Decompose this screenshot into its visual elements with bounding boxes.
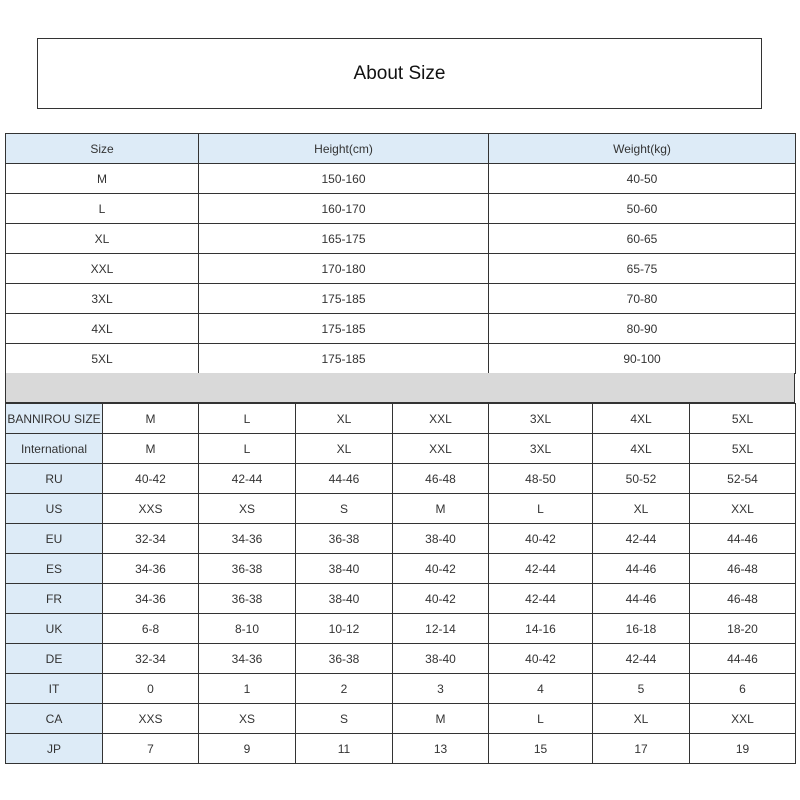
table-cell: M (393, 494, 489, 524)
table-cell: 42-44 (199, 464, 296, 494)
table-cell: XS (199, 704, 296, 734)
table-cell: 175-185 (199, 284, 489, 314)
table-cell: 40-50 (489, 164, 796, 194)
table-cell: 5XL (690, 404, 796, 434)
table-cell: L (199, 404, 296, 434)
table-cell: 2 (296, 674, 393, 704)
column-header: Height(cm) (199, 134, 489, 164)
table-header-row (6, 134, 796, 164)
table-row (6, 284, 796, 314)
table-row (6, 704, 796, 734)
table-cell: M (393, 704, 489, 734)
table-cell: XL (6, 224, 199, 254)
row-header: US (6, 494, 103, 524)
table-cell: 32-34 (103, 644, 199, 674)
table-cell: 5XL (690, 434, 796, 464)
table-cell: XL (593, 704, 690, 734)
row-header: International (6, 434, 103, 464)
table-cell: 42-44 (489, 554, 593, 584)
table-cell: L (489, 494, 593, 524)
table-row (6, 674, 796, 704)
table-cell: 46-48 (393, 464, 489, 494)
table-row (6, 644, 796, 674)
table-cell: 0 (103, 674, 199, 704)
table-cell: 34-36 (103, 554, 199, 584)
table-cell: 38-40 (393, 524, 489, 554)
size-conversion-table (5, 403, 796, 764)
row-header: UK (6, 614, 103, 644)
table-cell: 15 (489, 734, 593, 764)
row-header: IT (6, 674, 103, 704)
table-row (6, 524, 796, 554)
table-cell: 44-46 (690, 644, 796, 674)
table-cell: 10-12 (296, 614, 393, 644)
table-cell: 17 (593, 734, 690, 764)
table-cell: 4XL (593, 434, 690, 464)
table-cell: 70-80 (489, 284, 796, 314)
table-cell: 36-38 (199, 584, 296, 614)
table-row (6, 614, 796, 644)
row-header: EU (6, 524, 103, 554)
table-cell: 3 (393, 674, 489, 704)
table-cell: 52-54 (690, 464, 796, 494)
table-cell: L (489, 704, 593, 734)
table-row (6, 164, 796, 194)
table-cell: 5XL (6, 344, 199, 374)
table-cell: 50-52 (593, 464, 690, 494)
table-row (6, 464, 796, 494)
table-cell: 175-185 (199, 344, 489, 374)
column-header: Weight(kg) (489, 134, 796, 164)
table-cell: XS (199, 494, 296, 524)
page-title: About Size (353, 62, 446, 84)
table-cell: 44-46 (593, 584, 690, 614)
table-cell: 3XL (489, 434, 593, 464)
row-header: JP (6, 734, 103, 764)
table-cell: XL (296, 404, 393, 434)
table-cell: XXS (103, 494, 199, 524)
table-cell: 34-36 (199, 644, 296, 674)
table-cell: 34-36 (103, 584, 199, 614)
table-cell: 40-42 (103, 464, 199, 494)
table-cell: 44-46 (593, 554, 690, 584)
table-row (6, 734, 796, 764)
table-cell: XXL (393, 434, 489, 464)
table-cell: M (103, 404, 199, 434)
table-cell: XXL (690, 704, 796, 734)
row-header: RU (6, 464, 103, 494)
table-cell: 8-10 (199, 614, 296, 644)
body-measurement-table (5, 133, 796, 374)
table-cell: 5 (593, 674, 690, 704)
table-cell: 3XL (489, 404, 593, 434)
table-cell: L (6, 194, 199, 224)
table-cell: 170-180 (199, 254, 489, 284)
table-cell: 50-60 (489, 194, 796, 224)
table-cell: 11 (296, 734, 393, 764)
table-row (6, 584, 796, 614)
table-separator (5, 373, 795, 403)
table-cell: S (296, 494, 393, 524)
title-box (37, 38, 762, 109)
table-cell: 40-42 (489, 644, 593, 674)
table-cell: 48-50 (489, 464, 593, 494)
table-cell: 40-42 (393, 584, 489, 614)
table-row (6, 224, 796, 254)
table-cell: 60-65 (489, 224, 796, 254)
table-cell: 38-40 (296, 584, 393, 614)
table-cell: 150-160 (199, 164, 489, 194)
row-header: DE (6, 644, 103, 674)
table-cell: 44-46 (690, 524, 796, 554)
table-row (6, 494, 796, 524)
table-cell: 14-16 (489, 614, 593, 644)
row-header: CA (6, 704, 103, 734)
table-cell: 32-34 (103, 524, 199, 554)
table-row (6, 254, 796, 284)
table-cell: 38-40 (393, 644, 489, 674)
row-header: ES (6, 554, 103, 584)
table-cell: 175-185 (199, 314, 489, 344)
table-cell: 46-48 (690, 584, 796, 614)
table-cell: XL (296, 434, 393, 464)
table-row (6, 194, 796, 224)
table-cell: 3XL (6, 284, 199, 314)
table-cell: 80-90 (489, 314, 796, 344)
table-cell: 1 (199, 674, 296, 704)
table-cell: 16-18 (593, 614, 690, 644)
table-cell: 4XL (6, 314, 199, 344)
table-cell: 46-48 (690, 554, 796, 584)
table-cell: L (199, 434, 296, 464)
table-cell: 9 (199, 734, 296, 764)
table-cell: M (6, 164, 199, 194)
table-cell: 18-20 (690, 614, 796, 644)
table-cell: 165-175 (199, 224, 489, 254)
table-cell: 36-38 (296, 644, 393, 674)
table-cell: XXL (393, 404, 489, 434)
table-cell: M (103, 434, 199, 464)
table-cell: S (296, 704, 393, 734)
table-cell: XXS (103, 704, 199, 734)
table-cell: 160-170 (199, 194, 489, 224)
table-cell: XXL (690, 494, 796, 524)
table-row (6, 434, 796, 464)
table-cell: 19 (690, 734, 796, 764)
table-cell: 6 (690, 674, 796, 704)
table-row (6, 404, 796, 434)
table-cell: 36-38 (199, 554, 296, 584)
row-header: BANNIROU SIZE (6, 404, 103, 434)
table-cell: 4 (489, 674, 593, 704)
table-cell: 42-44 (593, 644, 690, 674)
table-cell: 7 (103, 734, 199, 764)
table-cell: XL (593, 494, 690, 524)
table-cell: 12-14 (393, 614, 489, 644)
table-cell: 40-42 (393, 554, 489, 584)
table-cell: 6-8 (103, 614, 199, 644)
table-cell: 42-44 (489, 584, 593, 614)
column-header: Size (6, 134, 199, 164)
table-cell: 42-44 (593, 524, 690, 554)
table-cell: XXL (6, 254, 199, 284)
table-cell: 36-38 (296, 524, 393, 554)
table-cell: 13 (393, 734, 489, 764)
table-cell: 40-42 (489, 524, 593, 554)
table-cell: 90-100 (489, 344, 796, 374)
table-cell: 44-46 (296, 464, 393, 494)
table-cell: 65-75 (489, 254, 796, 284)
table-cell: 38-40 (296, 554, 393, 584)
table-row (6, 554, 796, 584)
table-cell: 4XL (593, 404, 690, 434)
table-row (6, 314, 796, 344)
row-header: FR (6, 584, 103, 614)
table-row (6, 344, 796, 374)
table-cell: 34-36 (199, 524, 296, 554)
